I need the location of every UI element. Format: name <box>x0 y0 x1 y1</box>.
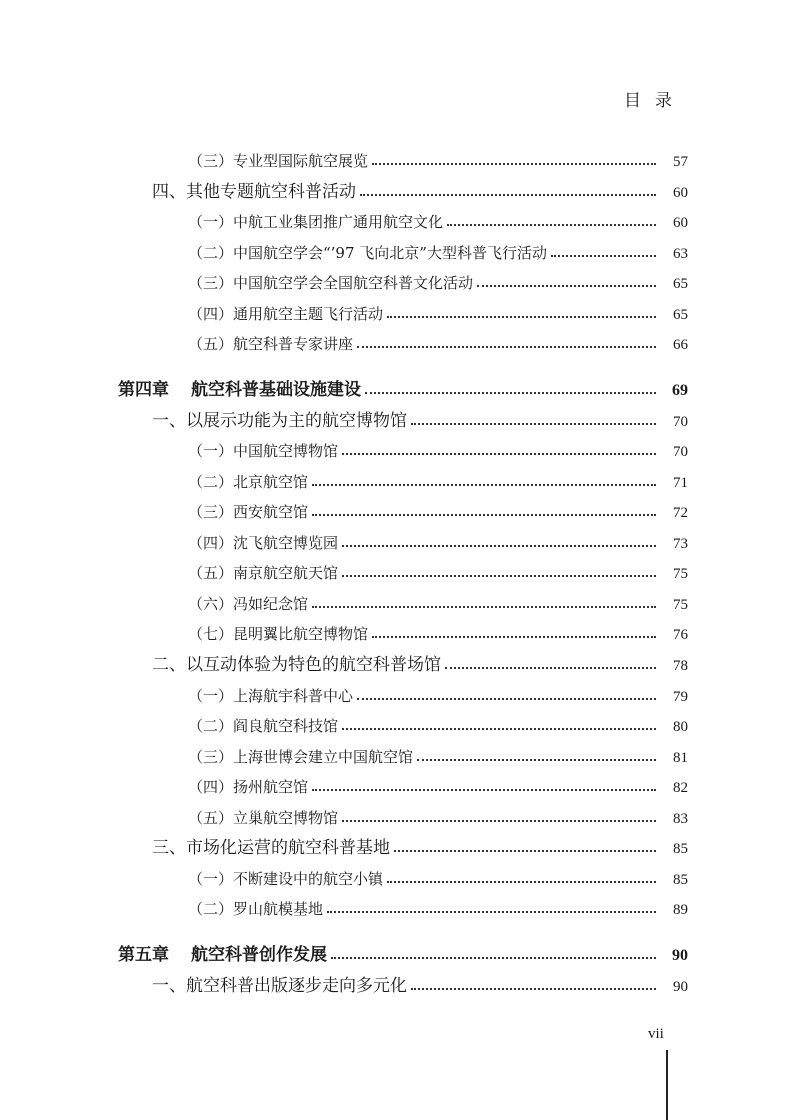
dot-leader <box>387 881 656 883</box>
toc-entry[interactable] <box>0 176 688 202</box>
toc-page-number: 81 <box>673 750 688 766</box>
toc-entry-label: （一）中航工业集团推广通用航空文化 <box>188 213 444 231</box>
toc-entry-label: （二）中国航空学会“’97 飞向北京”大型科普飞行活动 <box>188 244 547 262</box>
dot-leader <box>387 316 656 318</box>
dot-leader <box>365 392 656 394</box>
dot-leader <box>477 285 656 287</box>
toc-page-number: 80 <box>673 719 688 735</box>
dot-leader <box>394 850 656 852</box>
toc-chapter-label <box>118 940 327 965</box>
running-head: 目录 <box>624 91 686 111</box>
toc-entry-label: 一、航空科普出版逐步走向多元化 <box>152 976 407 996</box>
toc-entry[interactable] <box>0 298 688 324</box>
toc-entry[interactable] <box>0 206 688 232</box>
toc-page-number: 72 <box>673 505 688 521</box>
dot-leader <box>357 698 656 700</box>
toc-entry[interactable] <box>0 680 688 706</box>
toc-entry-label: （三）专业型国际航空展览 <box>188 152 369 170</box>
toc-page-number: 76 <box>673 627 688 643</box>
toc-entry[interactable] <box>0 710 688 736</box>
page-number: vii <box>648 1026 664 1042</box>
toc-entry[interactable] <box>0 496 688 522</box>
toc-entry-label: （六）冯如纪念馆 <box>188 595 309 613</box>
dot-leader <box>342 453 656 455</box>
toc-page-number: 83 <box>673 811 688 827</box>
toc-entry[interactable] <box>0 771 688 797</box>
toc-chapter-entry[interactable] <box>0 939 688 965</box>
toc-page-number: 85 <box>673 841 688 857</box>
toc-entry-label: （七）昆明翼比航空博物馆 <box>188 625 369 643</box>
dot-leader <box>447 224 656 226</box>
toc-entry[interactable] <box>0 970 688 996</box>
toc-entry-label: （三）上海世博会建立中国航空馆 <box>188 748 414 766</box>
toc-page-number: 57 <box>673 154 688 170</box>
toc-entry[interactable] <box>0 328 688 354</box>
toc-page-number: 60 <box>673 215 688 231</box>
toc-entry[interactable] <box>0 527 688 553</box>
dot-leader <box>445 667 656 669</box>
dot-leader <box>551 255 656 257</box>
dot-leader <box>372 636 656 638</box>
dot-leader <box>312 514 656 516</box>
toc-page-number: 71 <box>673 475 688 491</box>
dot-leader <box>327 911 656 913</box>
toc-chapter-label <box>118 375 361 400</box>
toc-entry-label: （五）航空科普专家讲座 <box>188 335 354 353</box>
toc-entry-label: （五）立巢航空博物馆 <box>188 809 339 827</box>
dot-leader <box>372 163 656 165</box>
dot-leader <box>342 728 656 730</box>
toc-entry-label: 一、以展示功能为主的航空博物馆 <box>152 411 407 431</box>
toc-page-number: 90 <box>672 947 688 964</box>
dot-leader <box>411 423 656 425</box>
toc-entry-label: （二）北京航空馆 <box>188 473 309 491</box>
toc-entry[interactable] <box>0 405 688 431</box>
toc-page-number: 65 <box>673 307 688 323</box>
toc-page-number: 60 <box>673 185 688 201</box>
dot-leader <box>411 988 656 990</box>
toc-entry[interactable] <box>0 267 688 293</box>
toc-entry-label: （三）中国航空学会全国航空科普文化活动 <box>188 274 474 292</box>
toc-chapter-entry[interactable] <box>0 374 688 400</box>
dot-leader <box>342 545 656 547</box>
toc-entry[interactable] <box>0 618 688 644</box>
toc-page-number: 65 <box>673 276 688 292</box>
toc-entry-label: （四）通用航空主题飞行活动 <box>188 305 384 323</box>
toc-page-number: 85 <box>673 872 688 888</box>
toc-entry[interactable] <box>0 435 688 461</box>
toc-entry-label: （一）不断建设中的航空小镇 <box>188 870 384 888</box>
toc-page-number: 78 <box>673 658 688 674</box>
toc-entry-label: （四）沈飞航空博览园 <box>188 534 339 552</box>
toc-entry-label: 三、市场化运营的航空科普基地 <box>152 838 390 858</box>
toc-entry[interactable] <box>0 893 688 919</box>
toc-entry[interactable] <box>0 863 688 889</box>
toc-entry-label: 四、其他专题航空科普活动 <box>152 182 356 202</box>
toc-entry[interactable] <box>0 557 688 583</box>
toc-entry-label: （二）阎良航空科技馆 <box>188 717 339 735</box>
margin-rule <box>666 1050 668 1120</box>
dot-leader <box>342 820 656 822</box>
dot-leader <box>312 484 656 486</box>
toc-entry[interactable] <box>0 466 688 492</box>
toc-page-number: 70 <box>673 444 688 460</box>
toc-page-number: 73 <box>673 536 688 552</box>
toc-page-number: 79 <box>673 689 688 705</box>
toc-entry[interactable] <box>0 741 688 767</box>
chapter-title: 航空科普创作发展 <box>191 945 327 965</box>
toc-entry[interactable] <box>0 649 688 675</box>
toc-page-number: 66 <box>673 337 688 353</box>
dot-leader <box>312 789 656 791</box>
dot-leader <box>360 194 656 196</box>
dot-leader <box>312 606 656 608</box>
toc-page-number: 75 <box>673 566 688 582</box>
toc-entry-label: （三）西安航空馆 <box>188 503 309 521</box>
toc-entry-label: （二）罗山航模基地 <box>188 900 324 918</box>
chapter-number: 第五章 <box>118 945 169 965</box>
toc-entry[interactable] <box>0 832 688 858</box>
toc-page-number: 69 <box>672 382 688 399</box>
toc-page-number: 70 <box>673 414 688 430</box>
toc-entry-label: （四）扬州航空馆 <box>188 778 309 796</box>
toc-entry[interactable] <box>0 237 688 263</box>
toc-page-number: 63 <box>673 246 688 262</box>
dot-leader <box>342 575 656 577</box>
toc-entry[interactable] <box>0 145 688 171</box>
toc-entry-label: （一）中国航空博物馆 <box>188 442 339 460</box>
toc-entry-label: （一）上海航宇科普中心 <box>188 687 354 705</box>
toc-entry-label: （五）南京航空航天馆 <box>188 564 339 582</box>
toc-entry-label: 二、以互动体验为特色的航空科普场馆 <box>152 655 441 675</box>
toc-page-number: 90 <box>673 979 688 995</box>
toc-page-number: 89 <box>673 902 688 918</box>
chapter-title: 航空科普基础设施建设 <box>191 380 361 400</box>
toc-page-number: 75 <box>673 597 688 613</box>
toc-page-number: 82 <box>673 780 688 796</box>
toc-entry[interactable] <box>0 588 688 614</box>
dot-leader <box>331 957 656 959</box>
toc-entry[interactable] <box>0 802 688 828</box>
dot-leader <box>417 759 656 761</box>
dot-leader <box>357 346 656 348</box>
chapter-number: 第四章 <box>118 380 169 400</box>
